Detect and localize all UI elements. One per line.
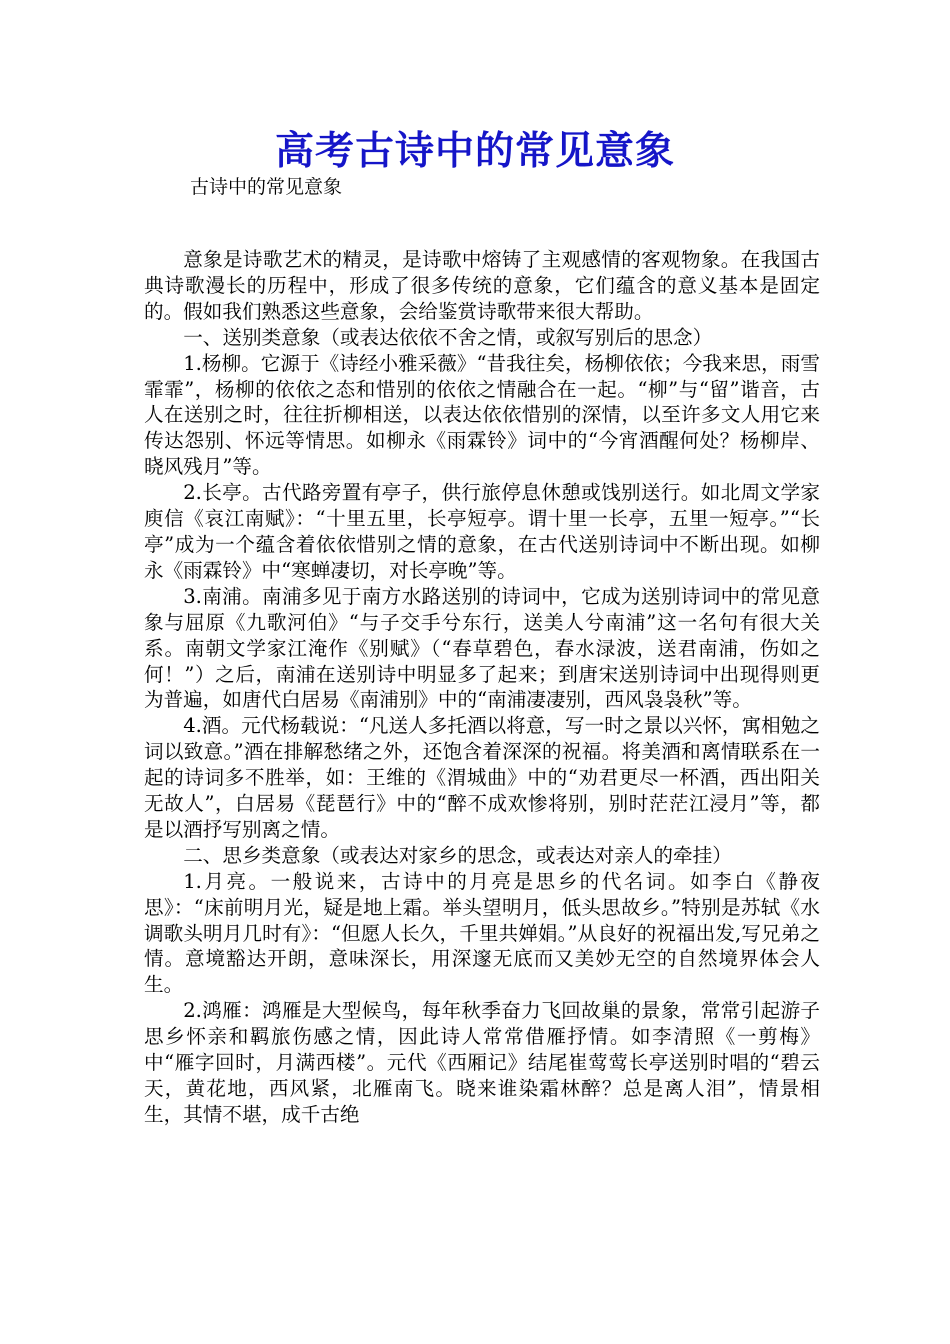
paragraph-wild-goose: 2.鸿雁：鸿雁是大型候鸟，每年秋季奋力飞回故巢的景象，常常引起游子思乡怀亲和羁旅伤感之情，因此诗人常常借雁抒情。如李清照《一剪梅》中“雁字回时，月满西楼”。元代《西厢记》结尾崔莺莺长亭送别时唱的“碧云天，黄花地，西风紧，北雁南飞。晓来谁染霜林醉？总是离人泪”，情景相生，其情不堪，成千古绝	[144, 999, 820, 1126]
paragraph-moon: 1.月亮。一般说来，古诗中的月亮是思乡的代名词。如李白《静夜思》：“床前明月光，疑是地上霜。举头望明月，低头思故乡。”特别是苏轼《水调歌头明月几时有》：“但愿人长久，千里共婵娟。”从良好的祝福出发,写兄弟之情。意境豁达开朗，意味深长，用深邃无底而又美妙无空的自然境界体会人生。	[144, 869, 820, 997]
page-title: 高考古诗中的常见意象	[274, 128, 675, 174]
paragraph-long-pavilion: 2.长亭。古代路旁置有亭子，供行旅停息休憩或饯别送行。如北周文学家庾信《哀江南赋》：“十里五里，长亭短亭。谓十里一长亭，五里一短亭。”“长亭”成为一个蕴含着依依惜别之情的意象，在古代送别诗词中不断出现。如柳永《雨霖铃》中“寒蝉凄切，对长亭晚”等。	[144, 481, 820, 582]
paragraph-nanpu: 3.南浦。南浦多见于南方水路送别的诗词中，它成为送别诗词中的常见意象与屈原《九歌河伯》“与子交手兮东行，送美人兮南浦”这一名句有很大关系。南朝文学家江淹作《别赋》（“春草碧色，春水渌波，送君南浦，伤如之何！”）之后，南浦在送别诗中明显多了起来；到唐宋送别诗词中出现得则更为普遍，如唐代白居易《南浦别》中的“南浦凄凄别，西风袅袅秋”等。	[144, 584, 820, 712]
paragraph-intro: 意象是诗歌艺术的精灵，是诗歌中熔铸了主观感情的客观物象。在我国古典诗歌漫长的历程中，形成了很多传统的意象，它们蕴含的意义基本是固定的。假如我们熟悉这些意象，会给鉴赏诗歌带来很大帮助。	[144, 248, 820, 323]
paragraph-willow: 1.杨柳。它源于《诗经小雅采薇》“昔我往矣，杨柳依依；今我来思，雨雪霏霏”，杨柳的依依之态和惜别的依依之情融合在一起。“柳”与“留”谐音，古人在送别之时，往往折柳相送，以表达依依惜别的深情，以至许多文人用它来传达怨别、怀远等情思。如柳永《雨霖铃》词中的“今宵酒醒何处？杨柳岸、晓风残月”等。	[144, 351, 820, 479]
section-heading-farewell: 一、送别类意象（或表达依依不舍之情，或叙写别后的思念）	[183, 325, 713, 349]
paragraph-wine: 4.酒。元代杨载说：“凡送人多托酒以将意，写一时之景以兴怀，寓相勉之词以致意。”酒在排解愁绪之外，还饱含着深深的祝福。将美酒和离情联系在一起的诗词多不胜举，如：王维的《渭城曲》中的“劝君更尽一杯酒，西出阳关无故人”，白居易《琵琶行》中的“醉不成欢惨将别，别时茫茫江浸月”等，都是以酒抒写别离之情。	[144, 714, 820, 841]
document-body	[144, 247, 820, 1128]
page-subtitle: 古诗中的常见意象	[190, 176, 343, 198]
section-heading-homesick: 二、思乡类意象（或表达对家乡的思念，或表达对亲人的牵挂）	[183, 843, 732, 867]
